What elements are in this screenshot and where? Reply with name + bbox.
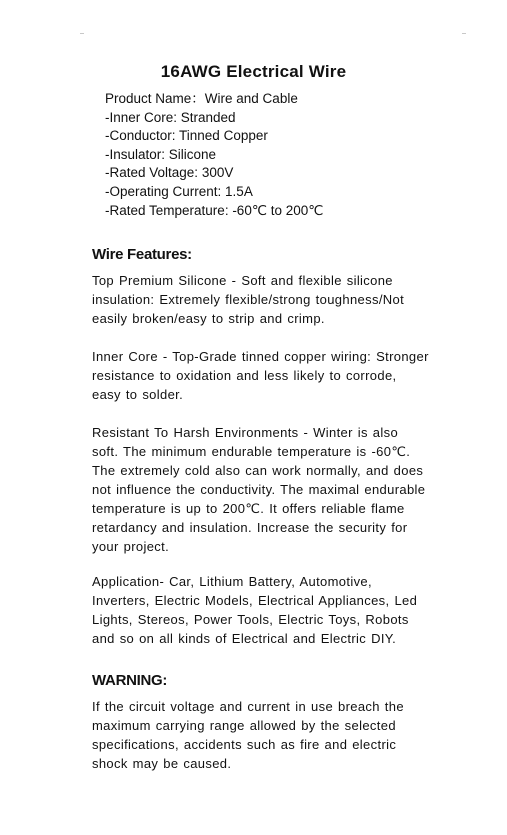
paragraph-line: temperature is up to 200℃. It offers reliable flame	[92, 501, 405, 516]
paragraph-line: retardancy and insulation. Increase the security for	[92, 520, 408, 535]
spec-rated-voltage: -Rated Voltage: 300V	[105, 165, 234, 181]
features-heading: Wire Features:	[92, 246, 192, 263]
spec-rated-temperature: -Rated Temperature: -60℃ to 200℃	[105, 202, 324, 218]
warning-heading: WARNING:	[92, 672, 168, 689]
feature-paragraph-application	[92, 572, 452, 648]
paragraph-line: maximum carrying range allowed by the selected	[92, 718, 396, 733]
spec-conductor: -Conductor: Tinned Copper	[105, 128, 268, 144]
paragraph-line: your project.	[92, 539, 170, 554]
corner-mark-left	[80, 33, 84, 34]
feature-paragraph-inner-core	[92, 347, 452, 404]
spec-product-name: Product Name：Wire and Cable	[105, 91, 298, 106]
paragraph-line: easily broken/easy to strip and crimp.	[92, 311, 325, 326]
corner-mark-right	[462, 33, 466, 34]
document-title: 16AWG Electrical Wire	[160, 62, 347, 81]
paragraph-line: shock may be caused.	[92, 756, 232, 771]
paragraph-line: specifications, accidents such as fire and electric	[92, 737, 397, 752]
paragraph-line: soft. The minimum endurable temperature is -60℃.	[92, 444, 411, 459]
paragraph-line: Inner Core - Top-Grade tinned copper wiring: Stronger	[92, 349, 429, 364]
paragraph-line: Resistant To Harsh Environments - Winter is also	[92, 425, 399, 440]
paragraph-line: and so on all kinds of Electrical and Electric DIY.	[92, 631, 397, 646]
spec-operating-current: -Operating Current: 1.5A	[105, 183, 253, 199]
feature-paragraph-silicone	[92, 271, 452, 328]
paragraph-line: The extremely cold also can work normally, and does	[92, 463, 424, 478]
feature-paragraph-harsh-environments	[92, 423, 452, 556]
paragraph-line: Top Premium Silicone - Soft and flexible silicone	[92, 273, 393, 288]
warning-paragraph	[92, 697, 452, 773]
paragraph-line: easy to solder.	[92, 387, 184, 402]
paragraph-line: Inverters, Electric Models, Electrical Appliances, Led	[92, 593, 418, 608]
paragraph-line: insulation: Extremely flexible/strong toughness/Not	[92, 292, 405, 307]
spec-insulator: -Insulator: Silicone	[105, 146, 217, 162]
paragraph-line: not influence the conductivity. The maximal endurable	[92, 482, 426, 497]
spec-inner-core: -Inner Core: Stranded	[105, 109, 236, 125]
paragraph-line: Lights, Stereos, Power Tools, Electric Toys, Robots	[92, 612, 409, 627]
paragraph-line: If the circuit voltage and current in use breach the	[92, 699, 404, 714]
paragraph-line: Application- Car, Lithium Battery, Automotive,	[92, 574, 372, 589]
paragraph-line: resistance to oxidation and less likely to corrode,	[92, 368, 397, 383]
spec-list	[105, 90, 323, 220]
